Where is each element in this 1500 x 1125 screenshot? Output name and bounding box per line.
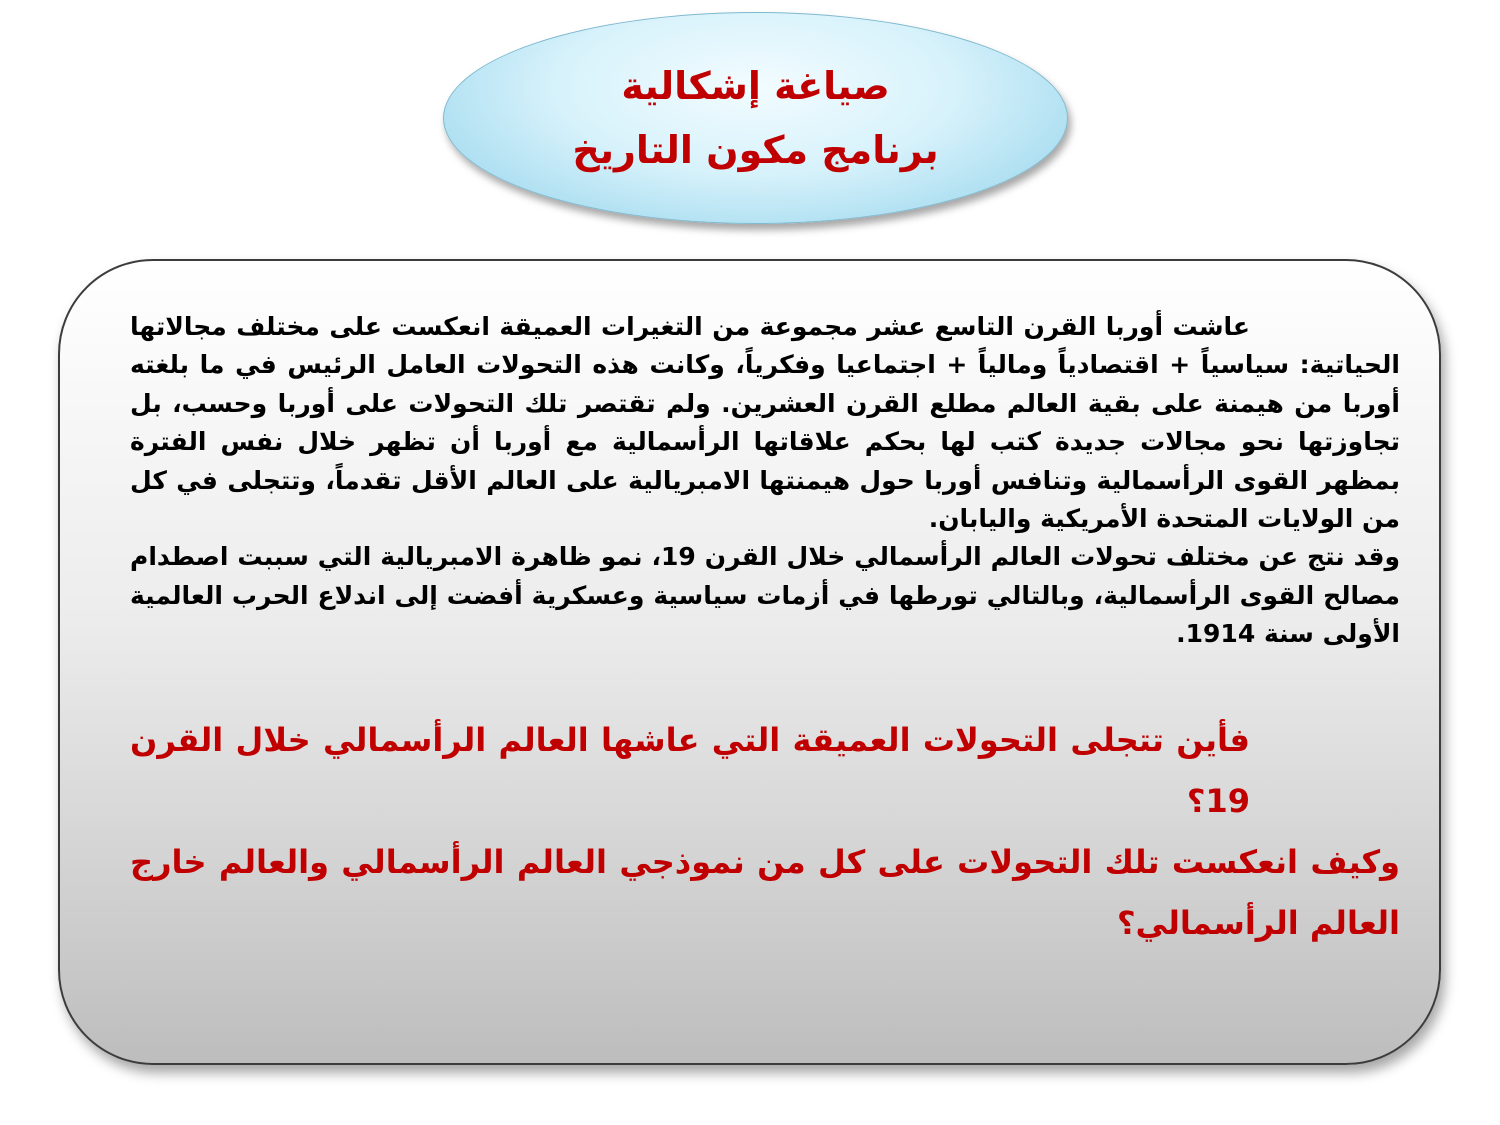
content-text-area xyxy=(130,308,1400,954)
body-paragraph-2: وقد نتج عن مختلف تحولات العالم الرأسمالي خلال القرن 19، نمو ظاهرة الامبريالية التي سببت اصطدام مصالح القوى الرأسمالية، وبالتالي تورطها في أزمات سياسية وعسكرية أفضت إلى اندلاع الحرب العالمية الأولى سنة 1914. xyxy=(130,542,1400,649)
title-ellipse xyxy=(443,12,1068,224)
question-1: فأين تتجلى التحولات العميقة التي عاشها العالم الرأسمالي خلال القرن 19؟ xyxy=(130,720,1250,820)
title-line-1: صياغة إشكالية xyxy=(621,64,890,108)
title-line-2: برنامج مكون التاريخ xyxy=(572,128,939,172)
body-paragraph-1: عاشت أوربا القرن التاسع عشر مجموعة من التغيرات العميقة انعكست على مختلف مجالاتها الحياتية: سياسياً + اقتصادياً ومالياً + اجتماعيا وفكرياً، وكانت هذه التحولات العامل الرئيس في ما بلغته أوربا من هيمنة على بقية العالم مطلع القرن العشرين. ولم تقتصر تلك التحولات على أوربا وحسب، بل تجاوزتها نحو مجالات جديدة كتب لها بحكم علاقاتها الرأسمالية مع أوربا أن تظهر خلال نفس الفترة بمظهر القوى الرأسمالية وتنافس أوربا حول هيمنتها الامبريالية على العالم الأقل تقدماً، وتتجلى في كل من الولايات المتحدة الأمريكية واليابان. xyxy=(130,312,1400,534)
question-2: وكيف انعكست تلك التحولات على كل من نموذجي العالم الرأسمالي والعالم خارج العالم الرأسمالي؟ xyxy=(130,842,1400,942)
